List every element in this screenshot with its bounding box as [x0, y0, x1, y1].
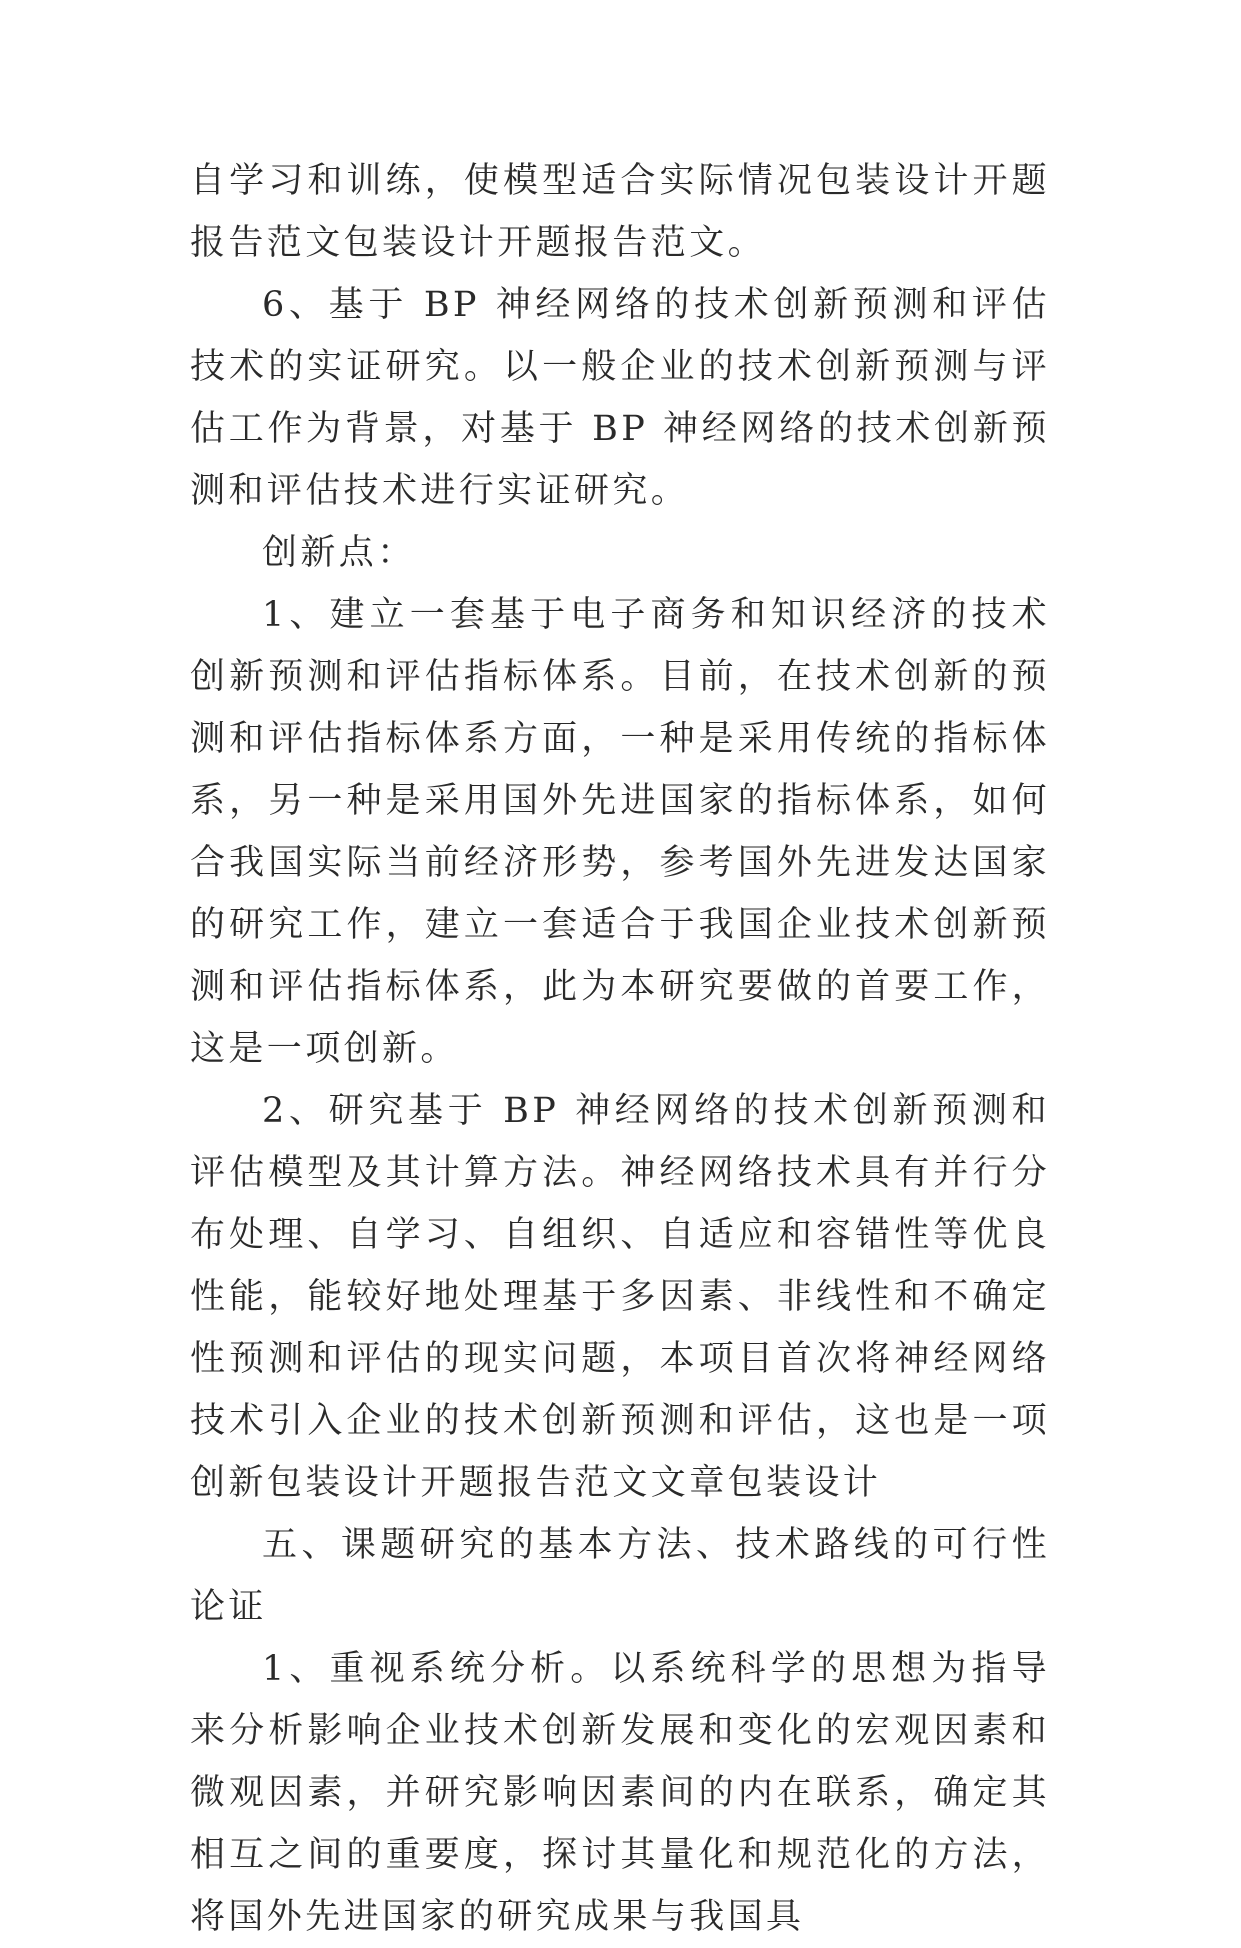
paragraph-innovation-1: 1、建立一套基于电子商务和知识经济的技术创新预测和评估指标体系。目前，在技术创新的预测和评估指标体系方面，一种是采用传统的指标体系，另一种是采用国外先进国家的指标体系，如何合我国实际当前经济形势，参考国外先进发达国家的研究工作，建立一套适合于我国企业技术创新预测和评估指标体系，此为本研究要做的首要工作，这是一项创新。	[190, 595, 1050, 1069]
body-text	[190, 150, 1050, 1948]
paragraph-item-6: 6、基于 BP 神经网络的技术创新预测和评估技术的实证研究。以一般企业的技术创新预测与评估工作为背景，对基于 BP 神经网络的技术创新预测和评估技术进行实证研究。	[190, 285, 1050, 511]
paragraph-continuation: 自学习和训练，使模型适合实际情况包装设计开题报告范文包装设计开题报告范文。	[190, 161, 1050, 263]
section-heading-5: 五、课题研究的基本方法、技术路线的可行性论证	[190, 1525, 1050, 1627]
paragraph-innovation-heading: 创新点：	[262, 533, 416, 573]
paragraph-innovation-2: 2、研究基于 BP 神经网络的技术创新预测和评估模型及其计算方法。神经网络技术具有并行分布处理、自学习、自组织、自适应和容错性等优良性能，能较好地处理基于多因素、非线性和不确定性预测和评估的现实问题，本项目首次将神经网络技术引入企业的技术创新预测和评估，这也是一项创新包装设计开题报告范文文章包装设计	[190, 1091, 1050, 1503]
paragraph-method-1: 1、重视系统分析。以系统科学的思想为指导来分析影响企业技术创新发展和变化的宏观因素和微观因素，并研究影响因素间的内在联系，确定其相互之间的重要度，探讨其量化和规范化的方法，将国外先进国家的研究成果与我国具	[190, 1649, 1050, 1937]
